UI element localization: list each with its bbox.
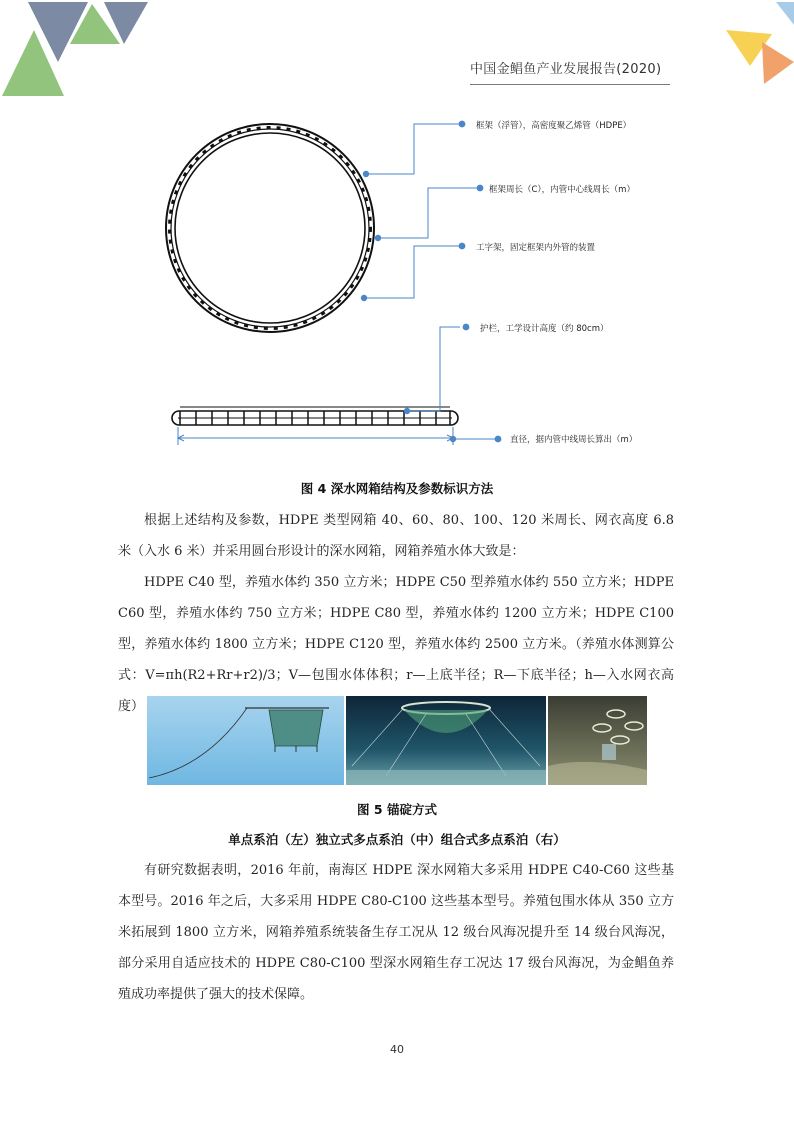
figure-5-subcaption: 单点系泊（左）独立式多点系泊（中）组合式多点系泊（右）	[228, 832, 566, 847]
photo-independent-multipoint-mooring	[346, 696, 546, 785]
corner-decoration-left	[0, 0, 160, 100]
photo-single-point-mooring	[147, 696, 344, 785]
page-number: 40	[390, 1043, 404, 1056]
figure-4-caption: 图 4 深水网箱结构及参数标识方法	[300, 481, 494, 496]
label-diameter: 直径，据内管中线周长算出（m）	[510, 435, 638, 445]
paragraph-volumes: HDPE C40 型，养殖水体约 350 立方米；HDPE C50 型养殖水体约 550 立方米；HDPE C60 型，养殖水体约 750 立方米；HDPE C80 型，养殖水体约 1200 立方米；HDPE C100 型，养殖水体约 1800 立方米；HDPE C120 型，养殖水体约 2500 立方米。（养殖水体测算公式：V=πh(R2+Rr+r2)/3；V—包围水体体积；r—上底半径；R—下底半径；h—入水网衣高度）	[118, 575, 674, 714]
triangle-decoration	[762, 42, 794, 84]
diameter-arrow	[178, 427, 453, 445]
header-rule	[470, 84, 670, 85]
paragraph-research: 有研究数据表明，2016 年前，南海区 HDPE 深水网箱大多采用 HDPE C40-C60 这些基本型号。2016 年之后，大多采用 HDPE C80-C100 这些基本型号。养殖包围水体从 350 立方米拓展到 1800 立方米，网箱养殖系统装备生存工况从 12 级台风海况提升至 14 级台风海况，部分采用自适应技术的 HDPE C80-C100 型深水网箱生存工况达 17 级台风海况，为金鲳鱼养殖成功率提供了强大的技术保障。	[118, 863, 674, 1002]
corner-decoration-right	[720, 0, 794, 90]
label-guardrail: 护栏，工学设计高度（约 80cm）	[480, 324, 609, 334]
cage-structure-diagram	[160, 105, 680, 465]
label-i-bracket: 工字架，固定框架内外管的装置	[476, 243, 596, 253]
figure-5-caption: 图 5 锚碇方式	[357, 802, 437, 817]
paragraph-intro: 根据上述结构及参数，HDPE 类型网箱 40、60、80、100、120 米周长、网衣高度 6.8 米（入水 6 米）并采用圆台形设计的深水网箱，网箱养殖水体大致是：	[118, 513, 674, 559]
leader-lines	[364, 124, 496, 439]
triangle-decoration	[776, 2, 794, 30]
header-title: 中国金鲳鱼产业发展报告(2020)	[470, 62, 662, 77]
label-frame-hdpe: 框架（浮管），高密度聚乙烯管（HDPE）	[476, 121, 632, 131]
cage-frame-side-view	[172, 407, 458, 425]
label-frame-perimeter: 框架周长（C），内管中心线周长（m）	[489, 185, 635, 195]
cage-ring-top-view	[166, 124, 374, 332]
photo-combined-multipoint-mooring	[548, 696, 647, 785]
leader-dots	[361, 121, 502, 443]
